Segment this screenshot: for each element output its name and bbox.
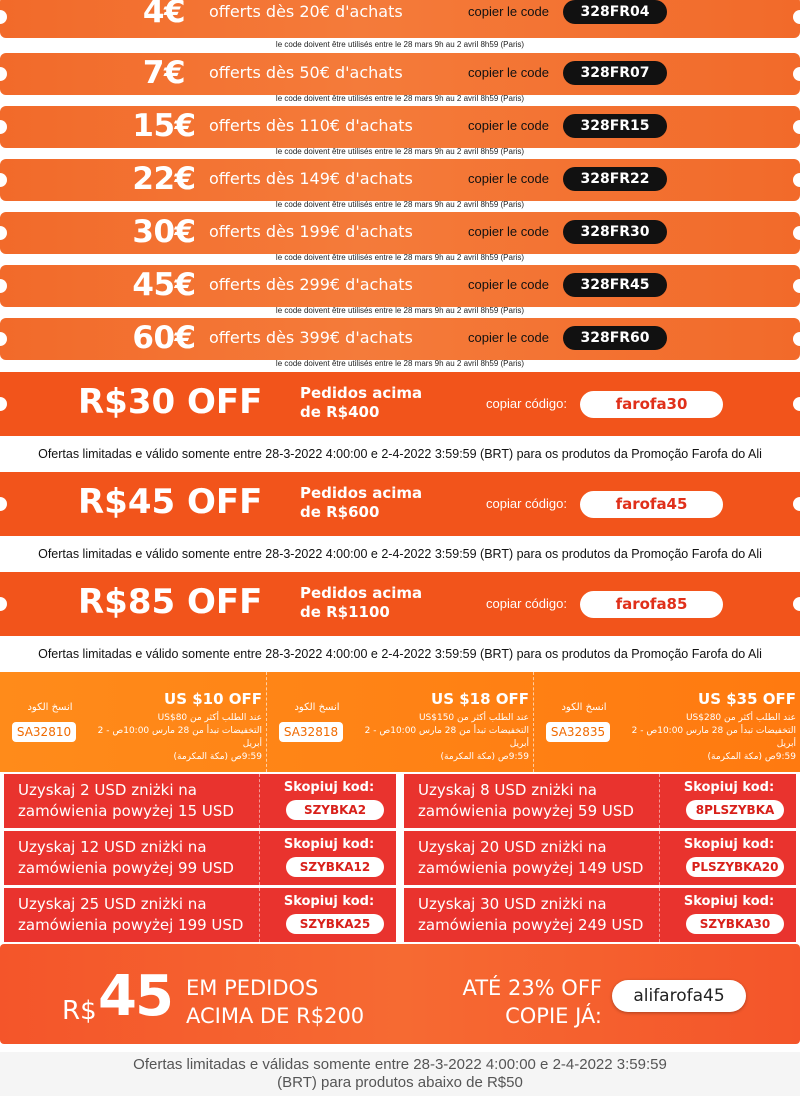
pl-coupon-list	[0, 772, 800, 944]
coupon-code-button[interactable]: farofa85	[580, 591, 723, 618]
coupon-description: offerts dès 199€ d'achats	[209, 222, 413, 241]
notch	[793, 173, 800, 187]
fr-coupon	[0, 106, 800, 159]
coupon-description: offerts dès 149€ d'achats	[209, 169, 413, 188]
coupon-condition-line: التخفيضات تبدأ من 28 مارس 10:00ص - 2 أبريل	[364, 726, 529, 749]
coupon-code-button[interactable]: 328FR22	[563, 167, 667, 191]
coupon-validity-note	[0, 1052, 800, 1096]
coupon-description-line: Pedidos acima	[300, 384, 423, 402]
notch	[0, 120, 7, 134]
coupon-description	[300, 484, 422, 522]
coupon-condition-line: عند الطلب أكثر من US$80	[157, 713, 262, 723]
coupon-validity-line: (BRT) para produtos abaixo de R$50	[277, 1074, 523, 1091]
coupon-conditions	[92, 712, 262, 764]
coupon-code-button[interactable]: SA32818	[279, 722, 343, 742]
coupon-description	[300, 584, 422, 622]
coupon-code-button[interactable]: SZYBKA12	[286, 857, 384, 877]
notch	[793, 497, 800, 511]
coupon-amount: US $18 OFF	[431, 690, 529, 708]
fr-coupon-bar	[0, 53, 800, 95]
coupon-amount: 7€	[142, 55, 186, 91]
notch	[0, 173, 7, 187]
coupon-validity-line: Ofertas limitadas e válidas somente entre 28-3-2022 4:00:00 e 2-4-2022 3:59:59	[133, 1056, 667, 1073]
coupon-code-button[interactable]: 328FR45	[563, 273, 667, 297]
fr-coupon-bar	[0, 0, 800, 38]
coupon-amount: R$30 OFF	[78, 382, 263, 422]
notch	[793, 120, 800, 134]
fr-coupon-list	[0, 0, 800, 372]
coupon-condition-line: عند الطلب أكثر من US$150	[418, 713, 529, 723]
notch	[0, 279, 7, 293]
coupon-amount: R$85 OFF	[78, 582, 263, 622]
fr-coupon-bar	[0, 318, 800, 360]
coupon-description: offerts dès 299€ d'achats	[209, 275, 413, 294]
coupon-description-line: de R$1100	[300, 603, 390, 621]
coupon-description	[418, 780, 663, 822]
final-coupon-banner	[0, 944, 800, 1098]
currency-symbol: R$	[62, 996, 97, 1026]
coupon-description-line: Uzyskaj 20 USD zniżki na	[418, 838, 607, 856]
coupon-description-line: Uzyskaj 8 USD zniżki na	[418, 781, 597, 799]
coupon-description-line: zamówienia powyżej 99 USD	[18, 859, 234, 877]
notch	[793, 332, 800, 346]
coupon-description	[18, 837, 263, 879]
coupon-amount: R$45 OFF	[78, 482, 263, 522]
coupon-condition-line: التخفيضات تبدأ من 28 مارس 10:00ص - 2 أبريل	[631, 726, 796, 749]
notch	[793, 597, 800, 611]
pl-coupon	[404, 831, 796, 885]
notch	[0, 226, 7, 240]
pl-coupon	[4, 888, 396, 942]
fr-coupon	[0, 265, 800, 318]
coupon-amount: 60€	[132, 320, 196, 356]
final-coupon-bar	[0, 944, 800, 1044]
coupon-code-button[interactable]: SA32810	[12, 722, 76, 742]
coupon-description-line: zamówienia powyżej 59 USD	[418, 802, 634, 820]
coupon-code-button[interactable]: 328FR07	[563, 61, 667, 85]
coupon-condition-line: التخفيضات تبدأ من 28 مارس 10:00ص - 2 أبريل	[97, 726, 262, 749]
coupon-conditions	[359, 712, 529, 764]
coupon-description-line: Pedidos acima	[300, 484, 423, 502]
coupon-amount: 15€	[132, 108, 196, 144]
notch	[793, 67, 800, 81]
fr-coupon	[0, 53, 800, 106]
coupon-validity-note: le code doivent être utilisés entre le 28 mars 9h au 2 avril 8h59 (Paris)	[275, 306, 525, 315]
copy-code-label: Skopiuj kod:	[283, 780, 375, 795]
notch	[793, 226, 800, 240]
coupon-code-button[interactable]: SZYBKA30	[686, 914, 784, 934]
coupon-conditions	[626, 712, 796, 764]
coupon-code-button[interactable]: SZYBKA25	[286, 914, 384, 934]
coupon-code-button[interactable]: farofa30	[580, 391, 723, 418]
copy-code-label: Skopiuj kod:	[283, 837, 375, 852]
pl-coupon	[4, 831, 396, 885]
coupon-amount: 22€	[132, 161, 196, 197]
fr-coupon-bar	[0, 106, 800, 148]
ar-coupon-list	[0, 672, 800, 772]
coupon-amount: US $10 OFF	[164, 690, 262, 708]
fr-coupon	[0, 212, 800, 265]
copy-code-label: انسخ الكود	[27, 702, 73, 713]
copy-code-label: copier le code	[468, 277, 549, 292]
fr-coupon	[0, 159, 800, 212]
coupon-amount: 4€	[142, 0, 186, 30]
copy-code-label: copier le code	[468, 171, 549, 186]
coupon-code-button[interactable]: 328FR04	[563, 0, 667, 24]
copy-code-label: copier le code	[468, 224, 549, 239]
pl-coupon	[404, 774, 796, 828]
notch	[0, 597, 7, 611]
br-coupon	[0, 572, 800, 672]
fr-coupon-bar	[0, 212, 800, 254]
coupon-code-button[interactable]: 8PLSZYBKA	[686, 800, 784, 820]
coupon-description	[18, 894, 263, 936]
copy-code-label: copier le code	[468, 65, 549, 80]
copy-code-label: copier le code	[468, 330, 549, 345]
coupon-validity-note: le code doivent être utilisés entre le 28 mars 9h au 2 avril 8h59 (Paris)	[275, 200, 525, 209]
discount-percent	[454, 974, 602, 1030]
coupon-description: offerts dès 50€ d'achats	[209, 63, 403, 82]
coupon-validity-note: le code doivent être utilisés entre le 28 mars 9h au 2 avril 8h59 (Paris)	[275, 147, 525, 156]
copy-code-label: copier le code	[468, 4, 549, 19]
fr-coupon-bar	[0, 265, 800, 307]
coupon-amount: 30€	[132, 214, 196, 250]
notch	[0, 10, 7, 24]
coupon-description: offerts dès 399€ d'achats	[209, 328, 413, 347]
br-coupon-bar	[0, 372, 800, 436]
coupon-description	[300, 384, 422, 422]
coupon-description-line: de R$400	[300, 403, 380, 421]
coupon-description-line: Uzyskaj 2 USD zniżki na	[18, 781, 197, 799]
coupon-code-button[interactable]: 328FR60	[563, 326, 667, 350]
coupon-description-line: Uzyskaj 25 USD zniżki na	[18, 895, 207, 913]
coupon-amount: 45	[98, 964, 172, 1029]
ar-coupon	[267, 672, 534, 772]
copy-code-label: Skopiuj kod:	[283, 894, 375, 909]
copy-code-label: انسخ الكود	[294, 702, 340, 713]
ar-coupon	[0, 672, 267, 772]
br-coupon-bar	[0, 572, 800, 636]
notch	[0, 67, 7, 81]
copy-code-label: انسخ الكود	[561, 702, 607, 713]
coupon-description	[418, 894, 663, 936]
coupon-description: offerts dès 20€ d'achats	[209, 2, 403, 21]
coupon-code-button[interactable]: alifarofa45	[612, 980, 746, 1012]
br-coupon	[0, 372, 800, 472]
coupon-condition-line: 9:59ص (مكة المكرمة)	[440, 752, 529, 762]
coupon-description	[418, 837, 663, 879]
notch	[0, 332, 7, 346]
br-coupon-bar	[0, 472, 800, 536]
notch	[793, 279, 800, 293]
coupon-code-button[interactable]: 328FR30	[563, 220, 667, 244]
copy-code-label: copiar código:	[486, 496, 567, 511]
coupon-code-button[interactable]: SZYBKA2	[286, 800, 384, 820]
coupon-code-button[interactable]: farofa45	[580, 491, 723, 518]
coupon-validity-note: Ofertas limitadas e válido somente entre 28-3-2022 4:00:00 e 2-4-2022 3:59:59 (BRT) para os produtos da Promoção Farofa do Ali	[0, 536, 800, 572]
coupon-code-button[interactable]: SA32835	[546, 722, 610, 742]
discount-percent-line: ATÉ 23% OFF	[462, 976, 602, 1000]
fr-coupon	[0, 318, 800, 371]
pl-coupon	[404, 888, 796, 942]
coupon-validity-note: le code doivent être utilisés entre le 28 mars 9h au 2 avril 8h59 (Paris)	[275, 94, 525, 103]
coupon-description-line: zamówienia powyżej 15 USD	[18, 802, 234, 820]
copy-code-label: copiar código:	[486, 396, 567, 411]
coupon-condition-line: 9:59ص (مكة المكرمة)	[707, 752, 796, 762]
notch	[793, 397, 800, 411]
coupon-description-line: zamówienia powyżej 249 USD	[418, 916, 644, 934]
coupon-validity-note: le code doivent être utilisés entre le 28 mars 9h au 2 avril 8h59 (Paris)	[275, 359, 525, 368]
coupon-code-button[interactable]: PLSZYBKA20	[686, 857, 784, 877]
coupon-description-line: zamówienia powyżej 149 USD	[418, 859, 644, 877]
fr-coupon-bar	[0, 159, 800, 201]
coupon-description-line: Uzyskaj 12 USD zniżki na	[18, 838, 207, 856]
coupon-validity-note: le code doivent être utilisés entre le 28 mars 9h au 2 avril 8h59 (Paris)	[275, 40, 525, 49]
coupon-description	[18, 780, 263, 822]
coupon-description	[186, 974, 364, 1030]
coupon-validity-note: le code doivent être utilisés entre le 28 mars 9h au 2 avril 8h59 (Paris)	[275, 253, 525, 262]
coupon-amount: US $35 OFF	[698, 690, 796, 708]
ar-coupon	[534, 672, 800, 772]
notch	[793, 10, 800, 24]
fr-coupon	[0, 0, 800, 53]
coupon-description-line: Pedidos acima	[300, 584, 423, 602]
br-coupon	[0, 472, 800, 572]
copy-code-label: copiar código:	[486, 596, 567, 611]
coupon-code-button[interactable]: 328FR15	[563, 114, 667, 138]
coupon-condition-line: 9:59ص (مكة المكرمة)	[173, 752, 262, 762]
coupon-description-line: EM PEDIDOS	[186, 976, 319, 1000]
coupon-validity-note: Ofertas limitadas e válido somente entre 28-3-2022 4:00:00 e 2-4-2022 3:59:59 (BRT) para os produtos da Promoção Farofa do Ali	[0, 636, 800, 672]
coupon-description: offerts dès 110€ d'achats	[209, 116, 413, 135]
notch	[0, 397, 7, 411]
copy-code-label: copier le code	[468, 118, 549, 133]
copy-code-label: Skopiuj kod:	[683, 780, 775, 795]
coupon-validity-note: Ofertas limitadas e válido somente entre 28-3-2022 4:00:00 e 2-4-2022 3:59:59 (BRT) para os produtos da Promoção Farofa do Ali	[0, 436, 800, 472]
copy-code-label: Skopiuj kod:	[683, 894, 775, 909]
coupon-amount: 45€	[132, 267, 196, 303]
copy-code-label: Skopiuj kod:	[683, 837, 775, 852]
pl-coupon	[4, 774, 396, 828]
coupon-description-line: zamówienia powyżej 199 USD	[18, 916, 244, 934]
coupon-description-line: de R$600	[300, 503, 380, 521]
notch	[0, 497, 7, 511]
coupon-condition-line: عند الطلب أكثر من US$280	[685, 713, 796, 723]
coupon-description-line: ACIMA DE R$200	[186, 1004, 365, 1028]
br-coupon-list	[0, 372, 800, 672]
coupon-description-line: Uzyskaj 30 USD zniżki na	[418, 895, 607, 913]
copy-now-label: COPIE JÁ:	[505, 1004, 602, 1028]
